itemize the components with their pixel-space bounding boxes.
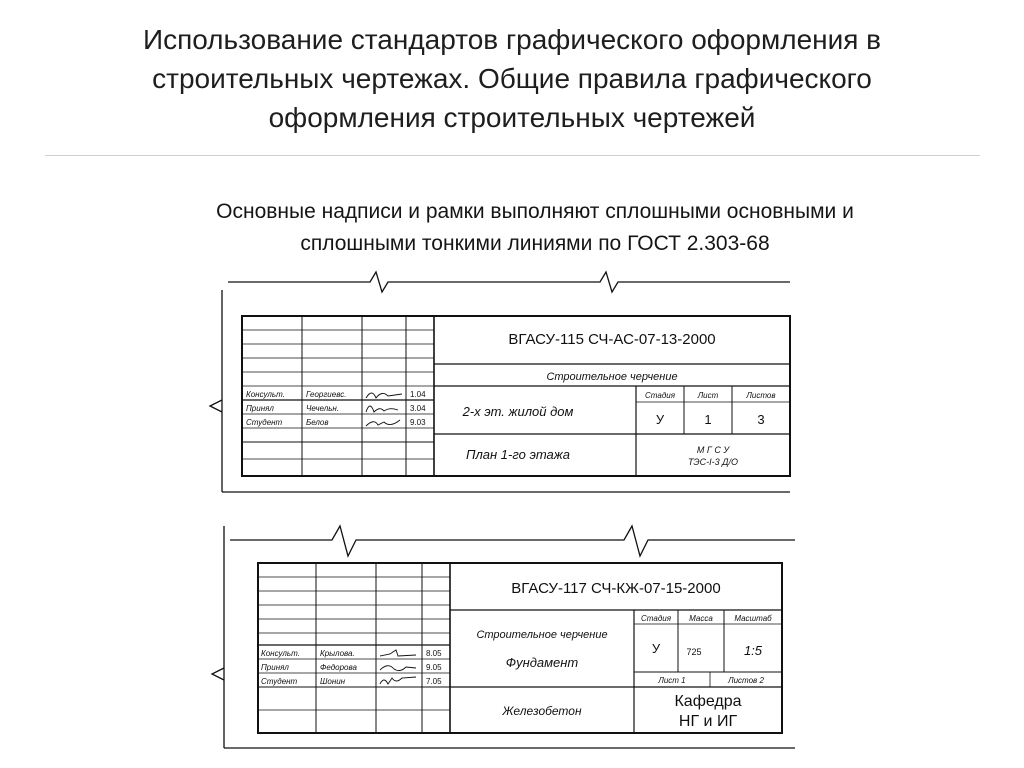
stamp1-org-line-2: ТЭС-I-3 Д/О	[688, 457, 738, 467]
stamp1-name-1: Георгиевс.	[306, 390, 347, 399]
signature-2-2	[380, 666, 416, 671]
stamp2-role-3: Студент	[261, 677, 298, 686]
stamp1-h-sheets: Листов	[746, 391, 776, 400]
stamp1-name-3: Белов	[306, 418, 329, 427]
stamp1-sheets: 3	[757, 412, 765, 427]
frame-left-break-1	[210, 400, 222, 412]
stamp2-role-2: Принял	[261, 663, 289, 672]
stamp1-sheet-title: План 1-го этажа	[466, 447, 570, 462]
stamp1-role-1: Консульт.	[246, 390, 285, 399]
signature-1-1	[366, 393, 402, 398]
stamp2-object: Фундамент	[505, 655, 579, 670]
stamp1-name-2: Чечельн.	[306, 404, 340, 413]
stamp-2-text	[261, 580, 772, 730]
title-block-drawing	[200, 260, 800, 765]
stamp2-stage: У	[651, 641, 661, 656]
subtitle-line-2: сплошными тонкими линиями по ГОСТ 2.303-68	[300, 232, 770, 255]
slide-subtitle	[120, 196, 950, 260]
stamp2-mass: 725	[686, 647, 702, 657]
signature-2-3	[380, 677, 416, 684]
signature-2-1	[380, 650, 416, 656]
title-line-2: строительных чертежах. Общие правила графического	[152, 63, 872, 94]
stamp2-h-stage: Стадия	[641, 614, 671, 623]
stamp1-h-sheet: Лист	[697, 391, 719, 400]
stamp1-role-3: Студент	[246, 418, 283, 427]
stamp1-org-line-1: М Г С У	[696, 445, 730, 455]
stamp2-h-scale: Масштаб	[734, 614, 772, 623]
stamp1-h-stage: Стадия	[645, 391, 675, 400]
stamp2-dept-line-2: НГ и ИГ	[678, 713, 738, 730]
frame-top-line-2	[230, 526, 795, 556]
title-line-3: оформления строительных чертежей	[268, 102, 756, 133]
frame-top-line-1	[228, 272, 790, 292]
signature-1-3	[366, 420, 400, 426]
stamp1-course: Строительное черчение	[546, 371, 678, 383]
stamp-1-text	[246, 331, 776, 467]
stamp1-date-3: 9.03	[410, 418, 426, 427]
stamp2-name-1: Крылова.	[320, 649, 355, 658]
stamp2-sheet: Лист 1	[658, 676, 686, 685]
stamp1-date-1: 1.04	[410, 390, 426, 399]
stamp2-material: Железобетон	[502, 704, 582, 718]
drawing-svg	[200, 260, 800, 760]
stamp2-date-3: 7.05	[426, 677, 442, 686]
stamp2-name-2: Федорова	[320, 663, 357, 672]
stamp1-date-2: 3.04	[410, 404, 426, 413]
stamp1-stage: У	[655, 412, 665, 427]
stamp1-role-2: Принял	[246, 404, 274, 413]
stamp1-building: 2-х эт. жилой дом	[462, 404, 574, 419]
stamp1-sheet: 1	[704, 412, 712, 427]
title-line-1: Использование стандартов графического оформления в	[142, 24, 882, 55]
stamp2-course: Строительное черчение	[476, 629, 608, 641]
stamp2-dept-line-1: Кафедра	[674, 693, 742, 710]
stamp2-name-3: Шонин	[320, 677, 346, 686]
stamp2-scale: 1:5	[743, 643, 763, 658]
title-divider	[45, 155, 980, 156]
stamp2-sheets: Листов 2	[728, 676, 764, 685]
signature-1-2	[366, 406, 398, 412]
stamp2-role-1: Консульт.	[261, 649, 300, 658]
stamp2-date-1: 8.05	[426, 649, 442, 658]
stamp2-h-mass: Масса	[689, 614, 713, 623]
stamp2-date-2: 9.05	[426, 663, 442, 672]
subtitle-line-1: Основные надписи и рамки выполняют сплошными основными и	[216, 200, 854, 223]
stamp1-code: ВГАСУ-115 СЧ-АС-07-13-2000	[508, 331, 716, 348]
slide-title	[40, 20, 984, 137]
stamp2-code: ВГАСУ-117 СЧ-КЖ-07-15-2000	[511, 580, 721, 597]
frame-left-break-2	[212, 668, 224, 680]
